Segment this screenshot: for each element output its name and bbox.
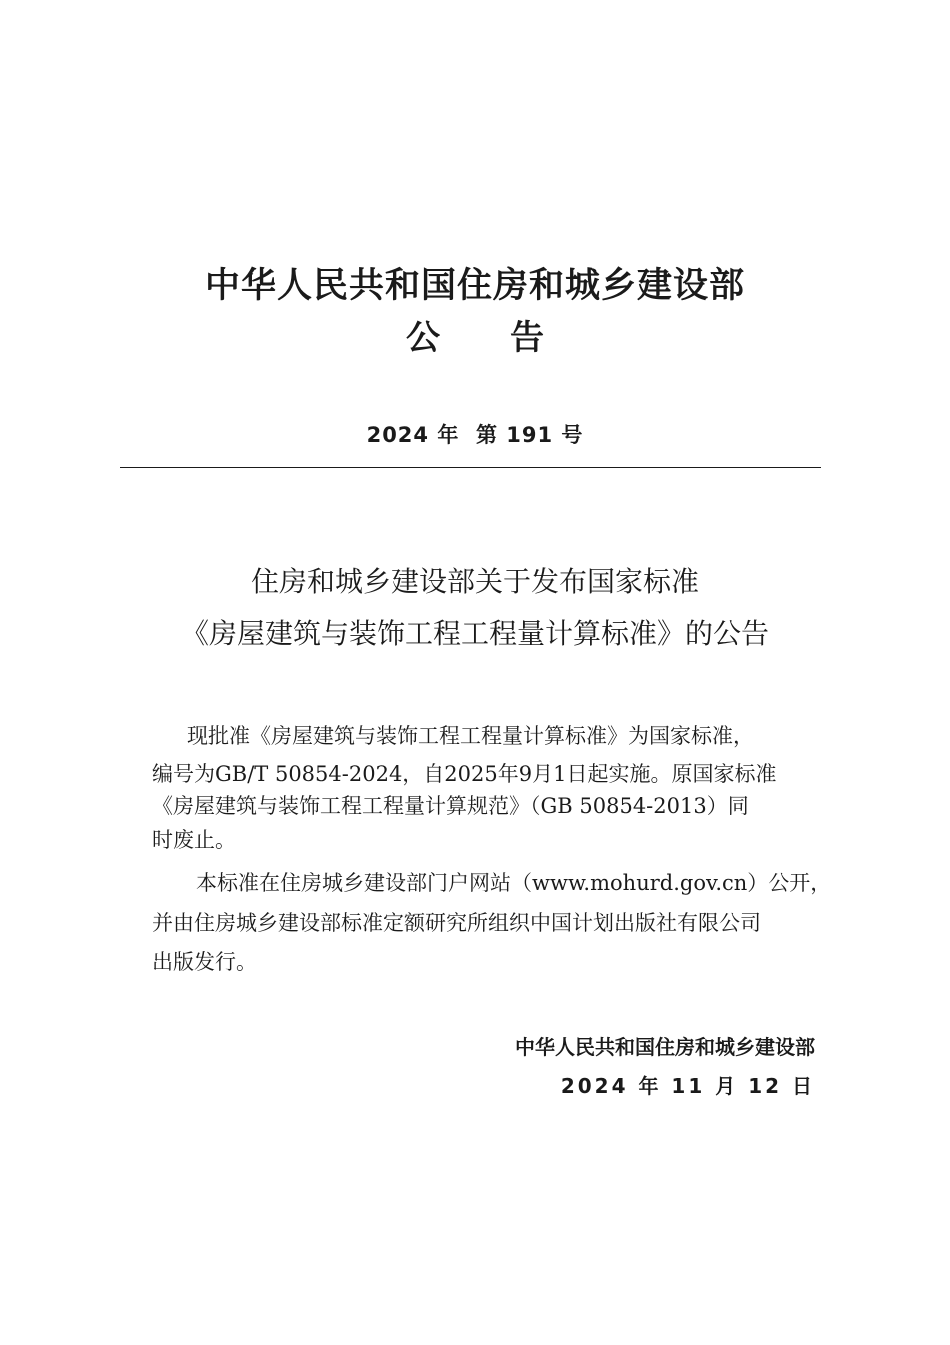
- signature-date: 2024 年 11 月 12 日: [560, 1074, 815, 1098]
- document-title-line-2: 《房屋建筑与装饰工程工程量计算标准》的公告: [180, 617, 769, 650]
- signature-agency: 中华人民共和国住房和城乡建设部: [515, 1035, 815, 1059]
- body-paragraph-2-line-1: 本标准在住房城乡建设部门户网站（www.mohurd.gov.cn）公开，: [196, 871, 832, 895]
- body-paragraph-1-line-4: 时废止。: [152, 828, 236, 852]
- header-divider: [120, 467, 821, 468]
- body-paragraph-2-line-3: 出版发行。: [152, 950, 257, 974]
- body-paragraph-1-line-3: 《房屋建筑与装饰工程工程量计算规范》（GB 50854-2013）同: [152, 794, 749, 818]
- body-paragraph-1-line-2: 编号为GB/T 50854-2024，自2025年9月1日起实施。原国家标准: [152, 762, 777, 786]
- document-title-line-1: 住房和城乡建设部关于发布国家标准: [250, 565, 699, 598]
- body-paragraph-2-line-2: 并由住房城乡建设部标准定额研究所组织中国计划出版社有限公司: [152, 911, 761, 935]
- agency-title: 中华人民共和国住房和城乡建设部: [204, 266, 745, 306]
- body-paragraph-1-line-1: 现批准《房屋建筑与装饰工程工程量计算标准》为国家标准，: [187, 724, 754, 748]
- issue-number: 2024 年 第 191 号: [366, 423, 584, 447]
- notice-heading: 公告: [406, 318, 614, 358]
